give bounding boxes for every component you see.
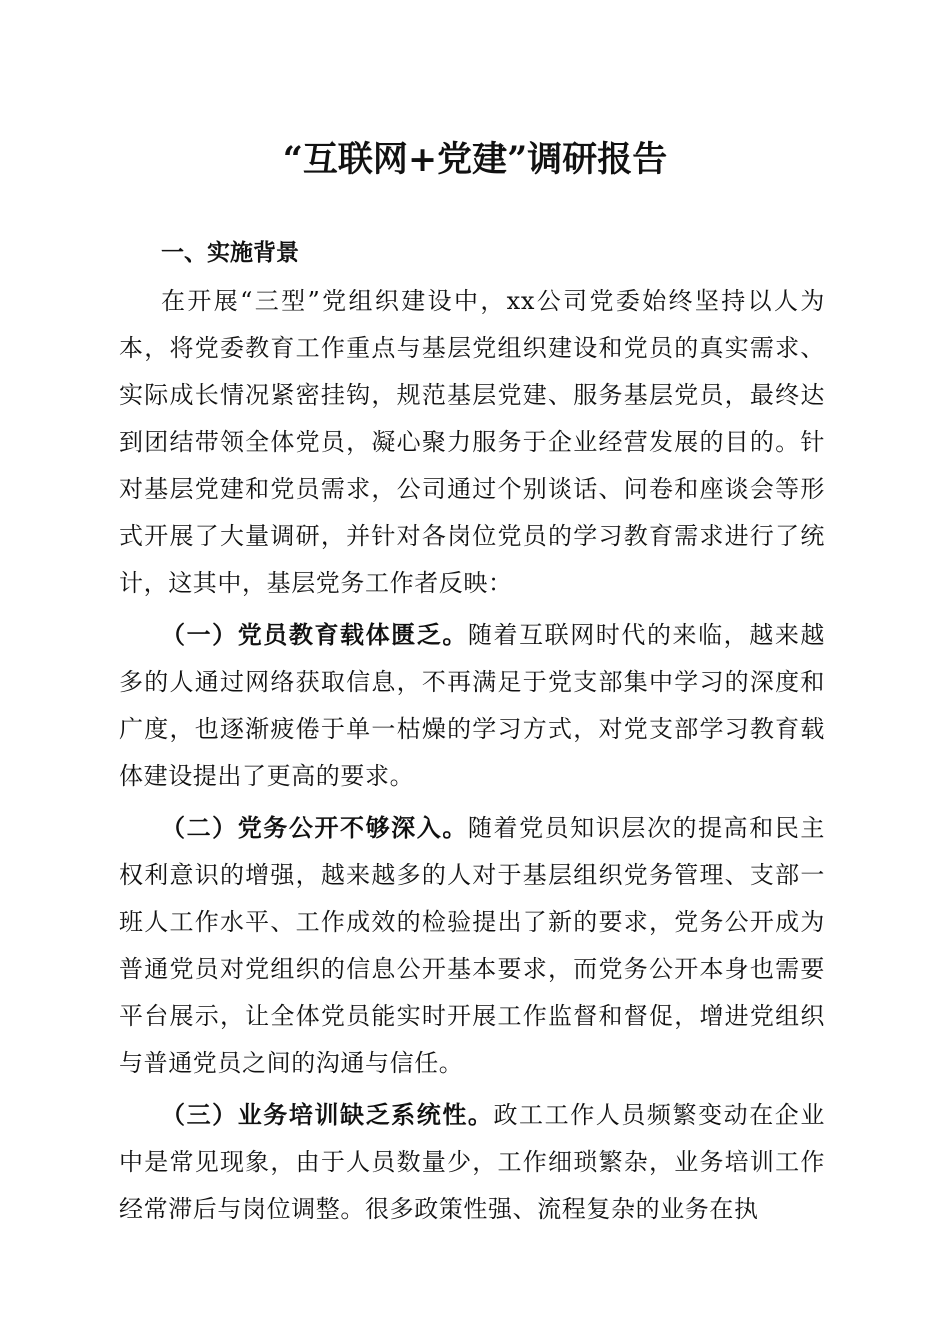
point-lead-2: （二）党务公开不够深入。	[161, 814, 468, 842]
point-paragraph-2	[119, 805, 825, 1087]
point-paragraph-3	[119, 1092, 825, 1233]
document-body	[119, 228, 825, 1233]
section-heading: 一、实施背景	[161, 240, 299, 266]
point-text-1: 随着互联网时代的来临，越来越多的人通过网络获取信息，不再满足于党支部集中学习的深度和广度，也逐渐疲倦于单一枯燥的学习方式，对党支部学习教育载体建设提出了更高的要求。	[119, 621, 826, 790]
point-text-2: 随着党员知识层次的提高和民主权利意识的增强，越来越多的人对于基层组织党务管理、支部一班人工作水平、工作成效的检验提出了新的要求，党务公开成为普通党员对党组织的信息公开基本要求，而党务公开本身也需要平台展示，让全体党员能实时开展工作监督和督促，增进党组织与普通党员之间的沟通与信任。	[119, 814, 826, 1077]
point-paragraph-1	[119, 612, 825, 800]
point-lead-1: （一）党员教育载体匮乏。	[161, 621, 468, 649]
intro-paragraph: 在开展“三型”党组织建设中，xx公司党委始终坚持以人为本，将党委教育工作重点与基层党组织建设和党员的真实需求、实际成长情况紧密挂钩，规范基层党建、服务基层党员，最终达到团结带领全体党员，凝心聚力服务于企业经营发展的目的。针对基层党建和党员需求，公司通过个别谈话、问卷和座谈会等形式开展了大量调研，并针对各岗位党员的学习教育需求进行了统计，这其中，基层党务工作者反映：	[119, 287, 825, 597]
point-lead-3: （三）业务培训缺乏系统性。	[161, 1101, 494, 1129]
point-text-3: 政工工作人员频繁变动在企业中是常见现象，由于人员数量少，工作细琐繁杂，业务培训工作经常滞后与岗位调整。很多政策性强、流程复杂的业务在执	[119, 1101, 825, 1223]
document-title: “互联网+党建”调研报告	[282, 139, 668, 180]
